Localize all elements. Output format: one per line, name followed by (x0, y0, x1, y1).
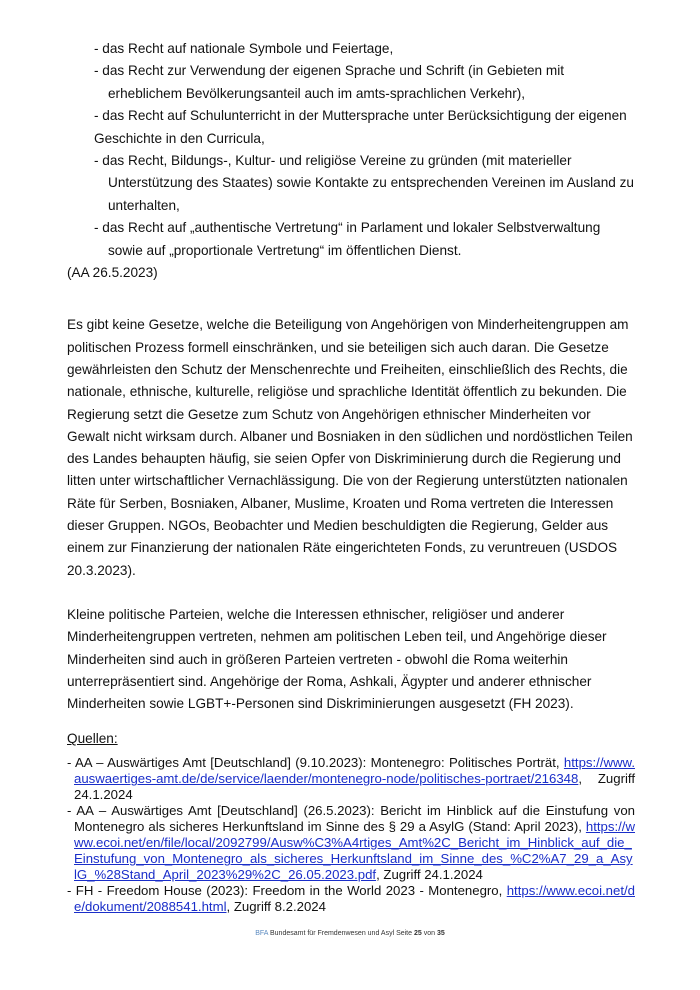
footer-org: Bundesamt für Fremdenwesen und Asyl Seite (270, 930, 413, 938)
sources-heading: Quellen: (67, 731, 118, 747)
document-page (67, 0, 635, 915)
source-access: , Zugriff 8.2.2024 (226, 899, 326, 915)
paragraph: Kleine politische Parteien, welche die Interessen ethnischer, religiöser und anderer Minderheitengruppen vertreten, nehmen am politischen Leben teil, und Angehörige dieser Minderheiten sind auch in größeren Parteien vertreten - obwohl die Roma weiterhin unterrepräsentiert sind. Angehörige der Roma, Ashkali, Ägypter und anderer ethnischer Minderheiten sowie LGBT+-Personen sind Diskriminierungen ausgesetzt (FH 2023). (67, 606, 607, 712)
source-text: - AA – Auswärtiges Amt [Deutschland] (26.5.2023): Bericht im Hinblick auf die Einstufung von Montenegro als sicheres Herkunftsland im Sinne des § 29 a AsylG (Stand: April 2023), (67, 803, 635, 835)
sources-list (67, 755, 635, 915)
source-text: - FH - Freedom House (2023): Freedom in the World 2023 - Montenegro, (67, 883, 507, 899)
page-footer (0, 929, 700, 959)
source-link[interactable]: https://www.auswaertiges-amt.de/de/service/laender/montenegro-node/politisches-portraet/216348 (74, 755, 635, 787)
source-link[interactable]: https://www.ecoi.net/en/file/local/2092799/Ausw%C3%A4rtiges_Amt%2C_Bericht_im_Hinblick_auf_die_Einstufung_von_Montenegro_als_sicheres_Herkunftsland_im_Sinne_des_%C2%A7_29_a_AsylG_%28Stand_April_2023%29%2C_26.05.2023.pdf (74, 819, 635, 883)
page-number: 25 (413, 930, 422, 938)
source-text: - AA – Auswärtiges Amt [Deutschland] (9.10.2023): Montenegro: Politisches Porträt, (67, 755, 564, 771)
rights-list (67, 38, 635, 262)
source-access: , Zugriff 24.1.2024 (376, 867, 483, 883)
source-item (67, 883, 635, 915)
source-access: , Zugriff 24.1.2024 (74, 771, 635, 803)
list-item: - das Recht, Bildungs-, Kultur- und religiöse Vereine zu gründen (mit materieller Unterstützung des Staates) sowie Kontakte zu entsprechenden Vereinen im Ausland zu unterhalten, (94, 153, 634, 213)
bfa-logo: BFA (255, 930, 269, 938)
citation: (AA 26.5.2023) (67, 265, 158, 281)
paragraph: Es gibt keine Gesetze, welche die Beteiligung von Angehörigen von Minderheitengruppen am politischen Prozess formell einschränken, und sie beteiligen sich auch daran. Die Gesetze gewährleisten den Schutz der Menschenrechte und Freiheiten, einschließlich des Rechts, die nationale, ethnische, kulturelle, religiöse und sprachliche Identität öffentlich zu bekunden. Die Regierung setzt die Gesetze zum Schutz von Angehörigen ethnischer Minderheiten vor Gewalt nicht wirksam durch. Albaner und Bosniaken in den südlichen und nordöstlichen Teilen des Landes behaupten häufig, sie seien Opfer von Diskriminierung durch die Regierung und litten unter wirtschaftlicher Vernachlässigung. Die von der Regierung unterstützten nationalen Räte für Serben, Bosniaken, Albaner, Muslime, Kroaten und Roma vertreten die Interessen dieser Gruppen. NGOs, Beobachter und Medien beschuldigten die Regierung, Gelder aus einem zur Finanzierung der nationalen Räte eingerichteten Fonds, zu veruntreuen (USDOS 20.3.2023). (67, 317, 633, 578)
source-item (67, 803, 635, 883)
list-item: - das Recht auf Schulunterricht in der Muttersprache unter Berücksichtigung der eigenen Geschichte in den Curricula, (94, 108, 627, 146)
list-item: - das Recht auf „authentische Vertretung“ in Parlament und lokaler Selbstverwaltung sowie auf „proportionale Vertretung“ im öffentlichen Dienst. (94, 220, 601, 258)
footer-of: von (423, 930, 436, 938)
source-item (67, 755, 635, 803)
list-item: - das Recht zur Verwendung der eigenen Sprache und Schrift (in Gebieten mit erheblichem Bevölkerungsanteil auch im amts-sprachlichen Verkehr), (94, 63, 565, 101)
page-total: 35 (436, 930, 445, 938)
source-link[interactable]: https://www.ecoi.net/de/dokument/2088541.html (74, 883, 635, 915)
list-item: - das Recht auf nationale Symbole und Feiertage, (94, 41, 394, 56)
